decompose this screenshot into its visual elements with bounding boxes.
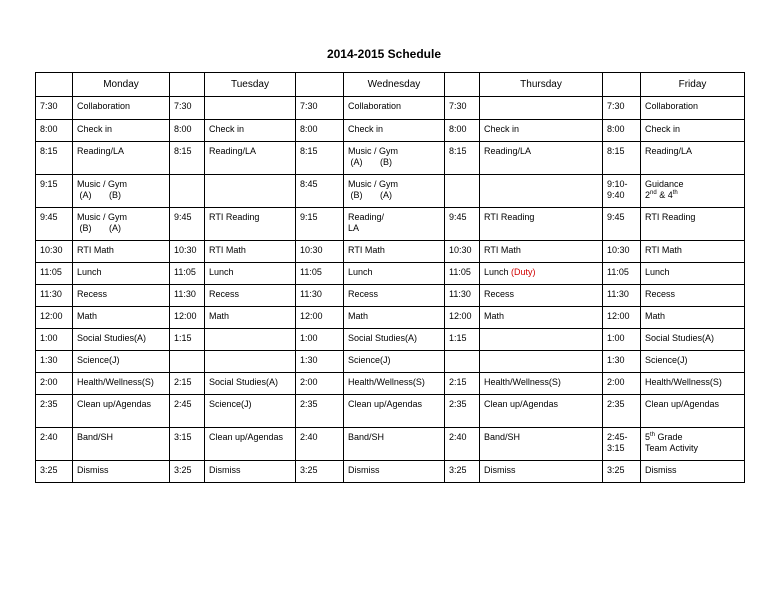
schedule-row	[36, 97, 745, 120]
activity-cell-monday: Clean up/Agendas	[73, 395, 170, 428]
activity-cell-monday: Music / Gym (B) (A)	[73, 208, 170, 241]
time-cell-tuesday: 3:15	[170, 428, 205, 461]
time-cell-tuesday: 7:30	[170, 97, 205, 120]
time-cell-friday: 10:30	[603, 241, 641, 263]
time-cell-monday: 9:15	[36, 175, 73, 208]
activity-cell-wednesday: Health/Wellness(S)	[344, 373, 445, 395]
time-cell-wednesday: 11:30	[296, 285, 344, 307]
schedule-row	[36, 285, 745, 307]
activity-cell-tuesday: Check in	[205, 120, 296, 142]
activity-cell-wednesday: Band/SH	[344, 428, 445, 461]
activity-cell-friday: 5th Grade Team Activity	[641, 428, 745, 461]
activity-cell-wednesday: Collaboration	[344, 97, 445, 120]
schedule-row	[36, 175, 745, 208]
time-cell-wednesday: 2:35	[296, 395, 344, 428]
time-header-wednesday	[296, 73, 344, 97]
activity-cell-monday: Check in	[73, 120, 170, 142]
time-header-monday	[36, 73, 73, 97]
activity-cell-wednesday: Science(J)	[344, 351, 445, 373]
time-cell-friday: 7:30	[603, 97, 641, 120]
schedule-row	[36, 208, 745, 241]
day-header-friday: Friday	[641, 73, 745, 97]
activity-cell-thursday: Clean up/Agendas	[480, 395, 603, 428]
activity-cell-monday: Music / Gym (A) (B)	[73, 175, 170, 208]
schedule-row	[36, 241, 745, 263]
time-cell-tuesday: 11:05	[170, 263, 205, 285]
time-cell-thursday: 10:30	[445, 241, 480, 263]
activity-cell-thursday	[480, 175, 603, 208]
time-header-friday	[603, 73, 641, 97]
activity-cell-tuesday: Reading/LA	[205, 142, 296, 175]
activity-cell-wednesday: Clean up/Agendas	[344, 395, 445, 428]
time-cell-thursday: 9:45	[445, 208, 480, 241]
schedule-title: 2014-2015 Schedule	[326, 47, 442, 61]
activity-cell-friday: Social Studies(A)	[641, 329, 745, 351]
activity-cell-thursday: Lunch (Duty)	[480, 263, 603, 285]
schedule-row	[36, 307, 745, 329]
time-cell-friday: 1:00	[603, 329, 641, 351]
activity-cell-tuesday	[205, 97, 296, 120]
time-cell-tuesday: 2:15	[170, 373, 205, 395]
activity-cell-friday: Math	[641, 307, 745, 329]
time-cell-wednesday: 1:30	[296, 351, 344, 373]
time-cell-thursday: 11:30	[445, 285, 480, 307]
time-cell-friday: 2:45- 3:15	[603, 428, 641, 461]
time-cell-wednesday: 12:00	[296, 307, 344, 329]
activity-cell-tuesday	[205, 351, 296, 373]
time-cell-friday: 11:30	[603, 285, 641, 307]
activity-cell-tuesday: Math	[205, 307, 296, 329]
time-cell-friday: 12:00	[603, 307, 641, 329]
activity-cell-tuesday	[205, 175, 296, 208]
time-cell-wednesday: 2:40	[296, 428, 344, 461]
activity-cell-wednesday: Recess	[344, 285, 445, 307]
time-cell-friday: 1:30	[603, 351, 641, 373]
activity-cell-wednesday: Check in	[344, 120, 445, 142]
duty-note: (Duty)	[511, 267, 536, 277]
time-header-tuesday	[170, 73, 205, 97]
schedule-table	[35, 72, 745, 483]
time-cell-friday: 2:35	[603, 395, 641, 428]
schedule-row	[36, 395, 745, 428]
activity-cell-wednesday: Social Studies(A)	[344, 329, 445, 351]
activity-cell-monday: Band/SH	[73, 428, 170, 461]
time-cell-monday: 2:00	[36, 373, 73, 395]
activity-cell-monday: Dismiss	[73, 461, 170, 483]
activity-cell-tuesday: RTI Reading	[205, 208, 296, 241]
time-cell-tuesday: 11:30	[170, 285, 205, 307]
time-cell-friday: 9:10- 9:40	[603, 175, 641, 208]
time-cell-wednesday: 10:30	[296, 241, 344, 263]
time-cell-friday: 3:25	[603, 461, 641, 483]
time-cell-monday: 7:30	[36, 97, 73, 120]
time-cell-monday: 1:00	[36, 329, 73, 351]
time-cell-tuesday: 10:30	[170, 241, 205, 263]
time-cell-thursday	[445, 175, 480, 208]
schedule-row	[36, 142, 745, 175]
time-cell-friday: 8:00	[603, 120, 641, 142]
schedule-row	[36, 428, 745, 461]
time-cell-monday: 12:00	[36, 307, 73, 329]
schedule-row	[36, 351, 745, 373]
schedule-row	[36, 329, 745, 351]
time-cell-friday: 11:05	[603, 263, 641, 285]
time-cell-tuesday: 8:15	[170, 142, 205, 175]
time-cell-monday: 11:05	[36, 263, 73, 285]
time-cell-thursday: 7:30	[445, 97, 480, 120]
time-cell-thursday	[445, 351, 480, 373]
time-cell-tuesday	[170, 175, 205, 208]
activity-cell-thursday	[480, 351, 603, 373]
activity-cell-thursday: Dismiss	[480, 461, 603, 483]
schedule-row	[36, 461, 745, 483]
activity-cell-thursday	[480, 97, 603, 120]
activity-cell-friday: Health/Wellness(S)	[641, 373, 745, 395]
activity-cell-thursday: Band/SH	[480, 428, 603, 461]
activity-cell-thursday: Math	[480, 307, 603, 329]
activity-cell-tuesday: Lunch	[205, 263, 296, 285]
day-header-monday: Monday	[73, 73, 170, 97]
time-cell-monday: 3:25	[36, 461, 73, 483]
activity-cell-friday: Recess	[641, 285, 745, 307]
activity-cell-monday: Collaboration	[73, 97, 170, 120]
activity-cell-tuesday: Recess	[205, 285, 296, 307]
day-header-tuesday: Tuesday	[205, 73, 296, 97]
time-cell-monday: 1:30	[36, 351, 73, 373]
activity-cell-monday: RTI Math	[73, 241, 170, 263]
time-cell-friday: 2:00	[603, 373, 641, 395]
time-cell-thursday: 8:15	[445, 142, 480, 175]
time-cell-wednesday: 7:30	[296, 97, 344, 120]
activity-cell-friday: Reading/LA	[641, 142, 745, 175]
activity-cell-tuesday: RTI Math	[205, 241, 296, 263]
time-cell-tuesday: 3:25	[170, 461, 205, 483]
time-cell-monday: 2:35	[36, 395, 73, 428]
activity-cell-wednesday: Dismiss	[344, 461, 445, 483]
activity-cell-monday: Social Studies(A)	[73, 329, 170, 351]
activity-cell-thursday: Reading/LA	[480, 142, 603, 175]
activity-cell-tuesday	[205, 329, 296, 351]
day-header-row	[36, 73, 745, 97]
activity-cell-tuesday: Dismiss	[205, 461, 296, 483]
time-header-thursday	[445, 73, 480, 97]
time-cell-wednesday: 2:00	[296, 373, 344, 395]
time-cell-wednesday: 8:00	[296, 120, 344, 142]
time-cell-monday: 11:30	[36, 285, 73, 307]
time-cell-wednesday: 8:15	[296, 142, 344, 175]
activity-cell-wednesday: Math	[344, 307, 445, 329]
time-cell-wednesday: 9:15	[296, 208, 344, 241]
activity-cell-tuesday: Social Studies(A)	[205, 373, 296, 395]
time-cell-wednesday: 3:25	[296, 461, 344, 483]
activity-cell-monday: Recess	[73, 285, 170, 307]
time-cell-wednesday: 11:05	[296, 263, 344, 285]
time-cell-thursday: 1:15	[445, 329, 480, 351]
time-cell-tuesday: 8:00	[170, 120, 205, 142]
activity-cell-wednesday: Music / Gym (A) (B)	[344, 142, 445, 175]
time-cell-tuesday: 1:15	[170, 329, 205, 351]
schedule-row	[36, 373, 745, 395]
time-cell-monday: 8:15	[36, 142, 73, 175]
time-cell-tuesday	[170, 351, 205, 373]
time-cell-wednesday: 8:45	[296, 175, 344, 208]
time-cell-thursday: 3:25	[445, 461, 480, 483]
activity-cell-friday: Clean up/Agendas	[641, 395, 745, 428]
time-cell-tuesday: 9:45	[170, 208, 205, 241]
activity-cell-wednesday: Reading/ LA	[344, 208, 445, 241]
time-cell-thursday: 11:05	[445, 263, 480, 285]
activity-cell-monday: Lunch	[73, 263, 170, 285]
activity-cell-friday: Lunch	[641, 263, 745, 285]
time-cell-monday: 2:40	[36, 428, 73, 461]
day-header-wednesday: Wednesday	[344, 73, 445, 97]
activity-cell-thursday	[480, 329, 603, 351]
activity-cell-friday: Guidance 2nd & 4th	[641, 175, 745, 208]
time-cell-friday: 9:45	[603, 208, 641, 241]
activity-cell-thursday: Recess	[480, 285, 603, 307]
activity-cell-monday: Math	[73, 307, 170, 329]
activity-cell-monday: Science(J)	[73, 351, 170, 373]
activity-cell-tuesday: Science(J)	[205, 395, 296, 428]
activity-cell-friday: Collaboration	[641, 97, 745, 120]
activity-cell-thursday: RTI Reading	[480, 208, 603, 241]
activity-cell-friday: Dismiss	[641, 461, 745, 483]
activity-cell-wednesday: RTI Math	[344, 241, 445, 263]
day-header-thursday: Thursday	[480, 73, 603, 97]
time-cell-thursday: 8:00	[445, 120, 480, 142]
time-cell-monday: 10:30	[36, 241, 73, 263]
activity-cell-wednesday: Lunch	[344, 263, 445, 285]
activity-cell-tuesday: Clean up/Agendas	[205, 428, 296, 461]
time-cell-tuesday: 2:45	[170, 395, 205, 428]
time-cell-thursday: 2:35	[445, 395, 480, 428]
activity-cell-monday: Reading/LA	[73, 142, 170, 175]
time-cell-monday: 8:00	[36, 120, 73, 142]
schedule-row	[36, 263, 745, 285]
activity-cell-friday: RTI Reading	[641, 208, 745, 241]
time-cell-wednesday: 1:00	[296, 329, 344, 351]
activity-cell-monday: Health/Wellness(S)	[73, 373, 170, 395]
activity-cell-friday: Science(J)	[641, 351, 745, 373]
time-cell-thursday: 2:15	[445, 373, 480, 395]
activity-cell-thursday: Check in	[480, 120, 603, 142]
time-cell-thursday: 12:00	[445, 307, 480, 329]
activity-cell-wednesday: Music / Gym (B) (A)	[344, 175, 445, 208]
time-cell-thursday: 2:40	[445, 428, 480, 461]
time-cell-friday: 8:15	[603, 142, 641, 175]
time-cell-tuesday: 12:00	[170, 307, 205, 329]
time-cell-monday: 9:45	[36, 208, 73, 241]
activity-cell-friday: RTI Math	[641, 241, 745, 263]
activity-cell-friday: Check in	[641, 120, 745, 142]
activity-cell-thursday: RTI Math	[480, 241, 603, 263]
activity-cell-thursday: Health/Wellness(S)	[480, 373, 603, 395]
schedule-row	[36, 120, 745, 142]
